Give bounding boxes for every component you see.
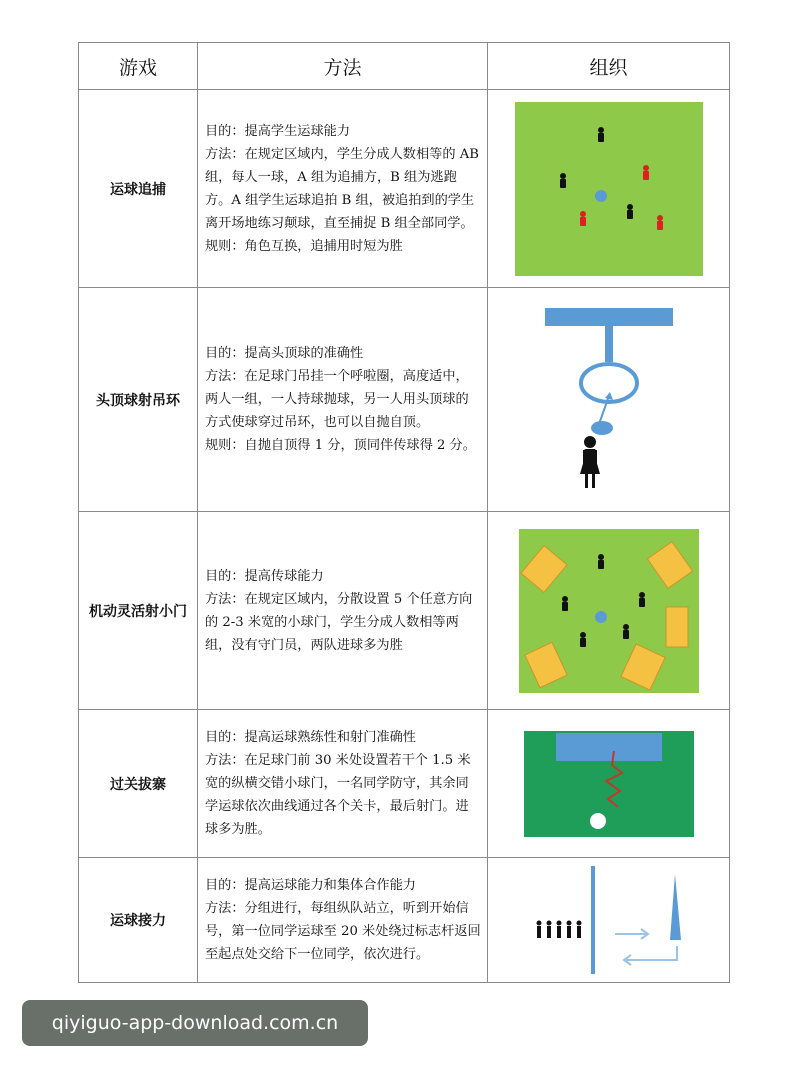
game-method [198,858,488,983]
method-purpose: 目的：提高运球能力和集体合作能力 [205,878,416,893]
game-method [198,288,488,512]
marker-pole [670,874,681,940]
method-description: 方法：在足球门吊挂一个呼啦圈，高度适中，两人一组，一人持球抛球，另一人用头顶球的方式使球穿过吊环，也可以自抛自顶。 [205,369,469,430]
method-purpose: 目的：提高传球能力 [205,568,324,584]
game-name: 运球追捕 [79,90,198,288]
games-table [78,42,730,983]
organization-diagram [488,90,730,288]
game-name: 头顶球射吊环 [79,288,198,512]
game-name: 过关拔寨 [79,710,198,858]
header-organization: 组织 [488,43,730,90]
method-description: 方法：分组进行，每组纵队站立，听到开始信号，第一位同学运球至 20 米处绕过标志杆返回至起点处交给下一位同学，依次进行。 [205,901,481,962]
hoop-heading-diagram [539,304,679,496]
ball [595,611,607,623]
game-method [198,90,488,288]
goal [556,733,662,761]
field [515,102,703,276]
organization-diagram [488,710,730,858]
watermark: qiyiguo-app-download.com.cn [22,1000,368,1046]
method-description: 方法：在足球门前 30 米处设置若干个 1.5 米宽的纵横交错小球门，一名同学防守，其余同学运球依次曲线通过各个关卡，最后射门。进球多为胜。 [205,753,471,837]
method-purpose: 目的：提高学生运球能力 [205,123,351,139]
dribble-gates-diagram [524,731,694,837]
method-description: 方法：在规定区域内，分散设置 5 个任意方向的 2-3 米宽的小球门，学生分成人数相等两组，没有守门员，两队进球多为胜 [205,591,473,653]
return-arrow [625,946,677,960]
table-row [79,512,730,710]
goal-crossbar [545,308,673,326]
method-rule: 规则：角色互换，追捕用时短为胜 [205,238,403,254]
header-game: 游戏 [79,43,198,90]
player-icon [536,921,581,939]
method-rule: 规则：自抛自顶得 1 分，顶同伴传球得 2 分。 [205,438,476,453]
organization-diagram [488,288,730,512]
game-name: 机动灵活射小门 [79,512,198,710]
relay-diagram [519,864,699,976]
organization-diagram [488,858,730,983]
person-icon [580,436,600,488]
table-row [79,858,730,983]
start-line [591,866,595,974]
chase-field-diagram [515,102,703,276]
game-method [198,710,488,858]
hoop-rope [605,326,613,362]
table-row [79,288,730,512]
game-method [198,512,488,710]
table-header-row [79,43,730,90]
ball [591,421,613,435]
ball [595,190,607,202]
method-purpose: 目的：提高头顶球的准确性 [205,346,364,361]
method-purpose: 目的：提高运球熟练性和射门准确性 [205,730,416,745]
table-row [79,90,730,288]
ball [590,813,606,829]
table-row [79,710,730,858]
small-goals-field-diagram [519,529,699,693]
header-method: 方法 [198,43,488,90]
arrow-head-icon [605,392,613,400]
game-name: 运球接力 [79,858,198,983]
method-description: 方法：在规定区域内，学生分成人数相等的 AB 组，每人一球，A 组为追捕方，B 组为逃跑方。A 组学生运球追拍 B 组，被追拍到的学生离开场地练习颠球，直至捕捉 B 组全部同学。 [205,146,479,231]
organization-diagram [488,512,730,710]
